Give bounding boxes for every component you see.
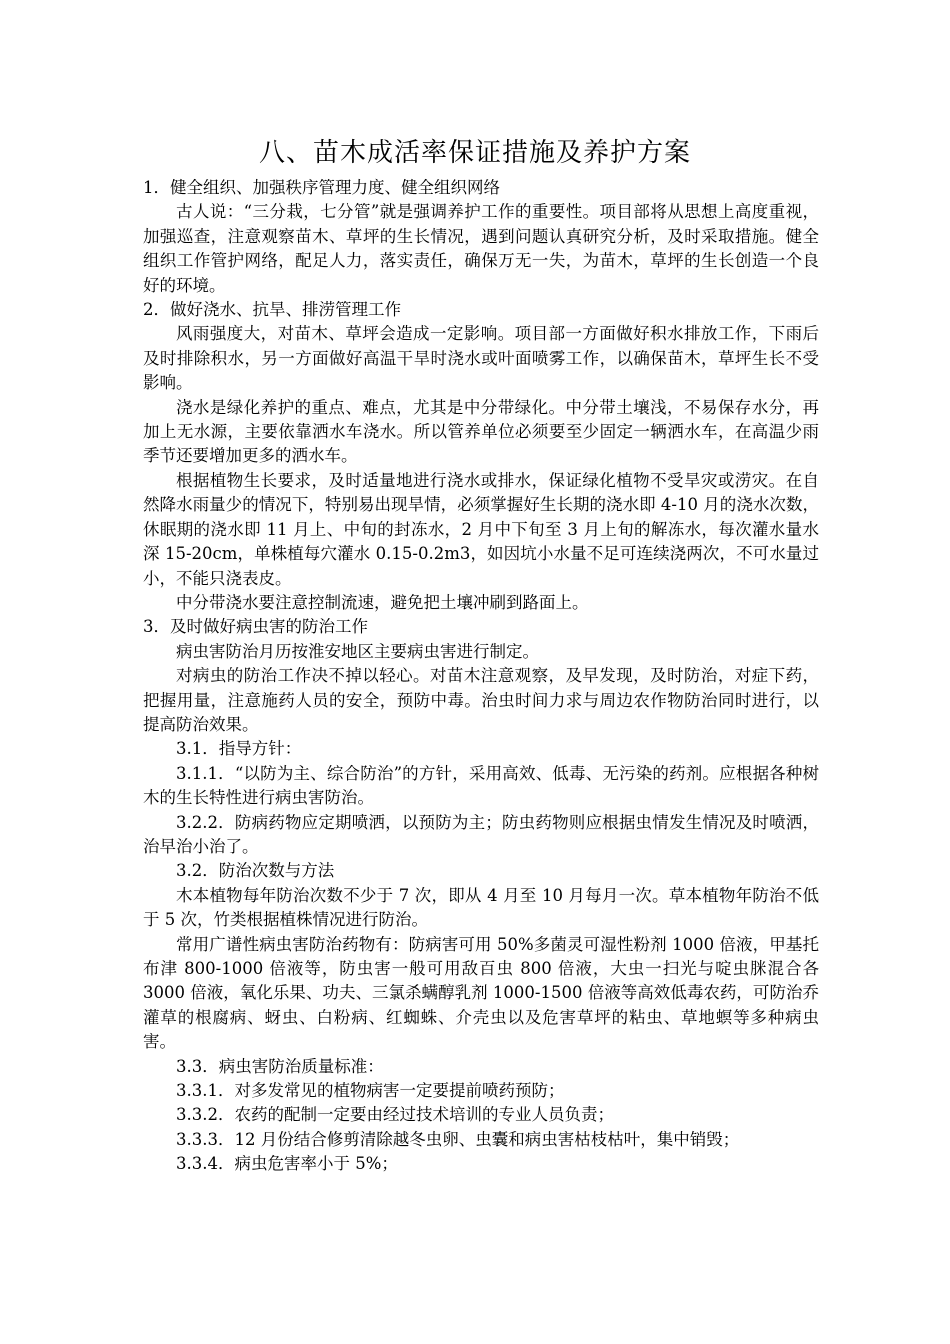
paragraph: 常用广谱性病虫害防治药物有：防病害可用 50%多菌灵可湿性粉剂 1000 倍液，甲基托布津 800-1000 倍液等，防虫害一般可用敌百虫 800 倍液，大虫一扫光与啶虫脒混合各 3000 倍液，氧化乐果、功夫、三氯杀螨醇乳剂 1000-1500 倍液等高效低毒农药，可防治乔灌草的根腐病、蚜虫、白粉病、红蜘蛛、介壳虫以及危害草坪的粘虫、草地螟等多种病虫害。 (143, 934, 819, 1052)
list-item: 3.3.2．农药的配制一定要由经过技术培训的专业人员负责； (176, 1105, 614, 1125)
paragraph: 木本植物每年防治次数不少于 7 次，即从 4 月至 10 月每月一次。草本植物年防治不低于 5 次，竹类根据植株情况进行防治。 (143, 885, 819, 930)
paragraph: 中分带浇水要注意控制流速，避免把土壤冲刷到路面上。 (176, 592, 589, 612)
subsection-heading: 3.3．病虫害防治质量标准： (176, 1056, 384, 1076)
paragraph: 风雨强度大，对苗木、草坪会造成一定影响。项目部一方面做好积水排放工作，下雨后及时排除积水，另一方面做好高温干旱时浇水或叶面喷雾工作，以确保苗木，草坪生长不受影响。 (143, 324, 819, 393)
paragraph: 古人说：“三分栽，七分管”就是强调养护工作的重要性。项目部将从思想上高度重视，加强巡查，注意观察苗木、草坪的生长情况，遇到问题认真研究分析，及时采取措施。健全组织工作管护网络，配足人力，落实责任，确保万无一失，为苗木，草坪的生长创造一个良好的环境。 (143, 202, 819, 295)
subsection-heading: 3.2．防治次数与方法 (176, 861, 335, 881)
paragraph: 对病虫的防治工作决不掉以轻心。对苗木注意观察，及早发现，及时防治，对症下药，把握用量，注意施药人员的安全，预防中毒。治虫时间力求与周边农作物防治同时进行，以提高防治效果。 (143, 666, 819, 734)
page-title: 八、苗木成活率保证措施及养护方案 (258, 138, 691, 168)
paragraph: 病虫害防治月历按淮安地区主要病虫害进行制定。 (176, 641, 539, 661)
list-item: 3.3.1．对多发常见的植物病害一定要提前喷药预防； (176, 1081, 565, 1101)
section-heading-3: 3．及时做好病虫害的防治工作 (143, 617, 368, 637)
list-item: 3.3.4．病虫危害率小于 5%； (176, 1154, 398, 1174)
document-body (143, 176, 819, 1177)
paragraph: 3.2.2．防病药物应定期喷洒，以预防为主；防虫药物则应根据虫情发生情况及时喷洒，治早治小治了。 (143, 812, 819, 856)
paragraph: 浇水是绿化养护的重点、难点，尤其是中分带绿化。中分带土壤浅，不易保存水分，再加上无水源，主要依靠洒水车浇水。所以管养单位必须要至少固定一辆洒水车，在高温少雨季节还要增加更多的洒水车。 (143, 397, 819, 466)
paragraph: 根据植物生长要求，及时适量地进行浇水或排水，保证绿化植物不受旱灾或涝灾。在自然降水雨量少的情况下，特别易出现旱情，必须掌握好生长期的浇水即 4-10 月的浇水次数，休眠期的浇水即 11 月上、中旬的封冻水，2 月中下旬至 3 月上旬的解冻水，每次灌水量水深 15-20cm，单株植每穴灌水 0.15-0.2m3，如因坑小水量不足可连续浇两次，不可水量过小，不能只浇表皮。 (143, 470, 819, 588)
paragraph: 3.1.1．“以防为主、综合防治”的方针，采用高效、低毒、无污染的药剂。应根据各种树木的生长特性进行病虫害防治。 (143, 763, 819, 808)
subsection-heading: 3.1．指导方针： (176, 739, 302, 759)
section-heading-2: 2．做好浇水、抗旱、排涝管理工作 (143, 300, 401, 320)
section-heading-1: 1．健全组织、加强秩序管理力度、健全组织网络 (143, 178, 500, 197)
list-item: 3.3.3．12 月份结合修剪清除越冬虫卵、虫囊和病虫害枯枝枯叶，集中销毁； (176, 1129, 740, 1149)
